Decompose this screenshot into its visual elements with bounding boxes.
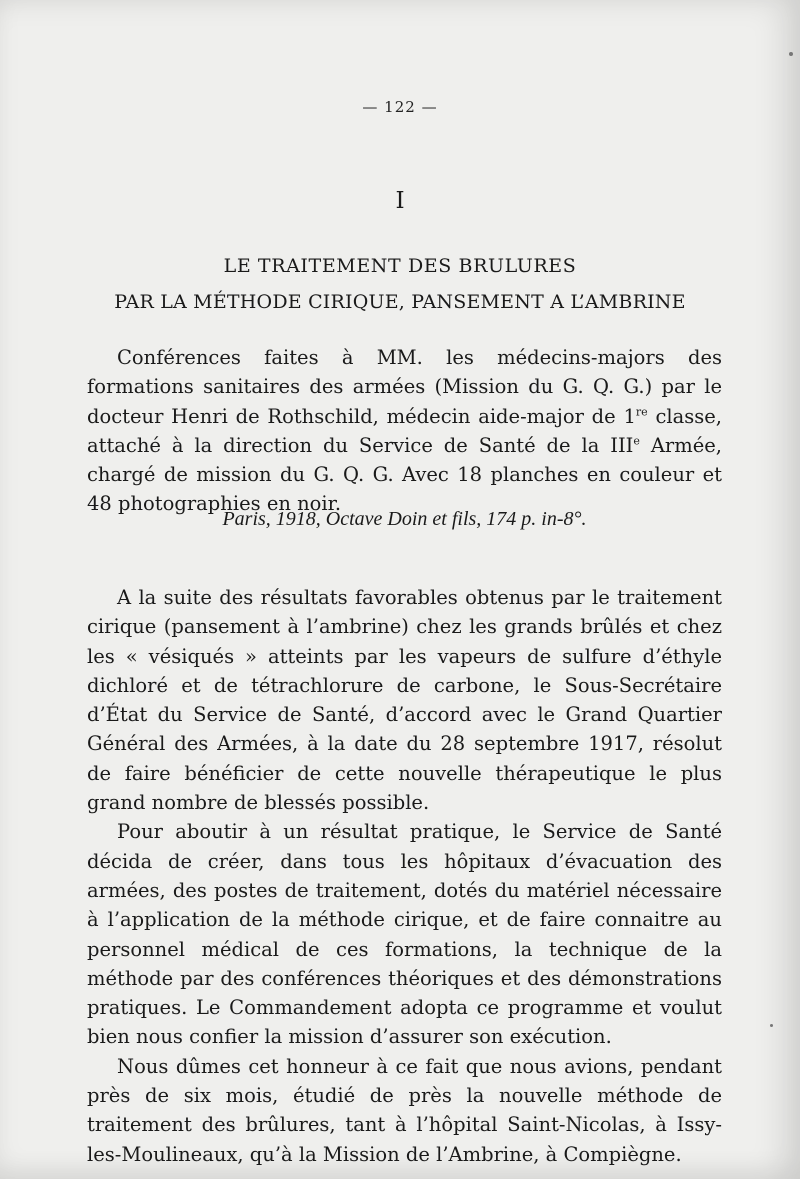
page-number: — 122 —	[362, 98, 438, 116]
review-text-part-2: classe, attaché à la direction du Service de Santé de la III	[87, 404, 722, 457]
paragraph: Pour aboutir à un résultat pratique, le Service de Santé décida de créer, dans tous les hôpitaux d’évacuation des armées, des postes de traitement, dotés du matériel nécessaire à l’application de la méthode cirique, et de faire connaitre au personnel médical de ces formations, la technique de la méthode par des conférences théoriques et des démonstrations pratiques. Le Commandement adopta ce programme et voulut bien nous confier la mission d’assurer son exécution.	[87, 820, 722, 1049]
paper-speck	[789, 52, 793, 56]
superscript-e: e	[633, 434, 640, 448]
paper-speck	[770, 1024, 773, 1027]
body-text	[87, 583, 722, 1169]
paragraph: Nous dûmes cet honneur à ce fait que nous avions, pendant près de six mois, étudié de près la nouvelle méthode de traitement des brûlures, tant à l’hôpital Saint-Nicolas, à Issy-les-Moulineaux, qu’à la Mission de l’Ambrine, à Compiègne.	[87, 1054, 722, 1166]
paragraph: A la suite des résultats favorables obtenus par le traitement cirique (pansement à l’ambrine) chez les grands brûlés et chez les « vésiqués » atteints par les vapeurs de sulfure d’éthyle dichloré et de tétrachlorure de carbone, le Sous-Secrétaire d’État du Service de Santé, d’accord avec le Grand Quartier Général des Armées, à la date du 28 septembre 1917, résolut de faire bénéficier de cette nouvelle thérapeutique le plus grand nombre de blessés possible.	[87, 586, 722, 815]
review-text-part-3: Armée, chargé de mission du G. Q. G. Avec 18 planches en couleur et 48 photographies en noir.	[87, 433, 722, 516]
review-text-part-1: Conférences faites à MM. les médecins-majors des formations sanitaires des armées (Mission du G. Q. G.) par le docteur Henri de Rothschild, médecin aide-major de 1	[87, 346, 722, 428]
review-summary	[87, 343, 722, 519]
chapter-title-line-1: LE TRAITEMENT DES BRULURES	[223, 255, 577, 277]
chapter-numeral: I	[395, 188, 405, 214]
superscript-re: re	[635, 405, 648, 419]
bibliographic-citation: Paris, 1918, Octave Doin et fils, 174 p. in-8°.	[222, 508, 587, 530]
chapter-title-line-2: PAR LA MÉTHODE CIRIQUE, PANSEMENT A L’AMBRINE	[114, 291, 686, 313]
